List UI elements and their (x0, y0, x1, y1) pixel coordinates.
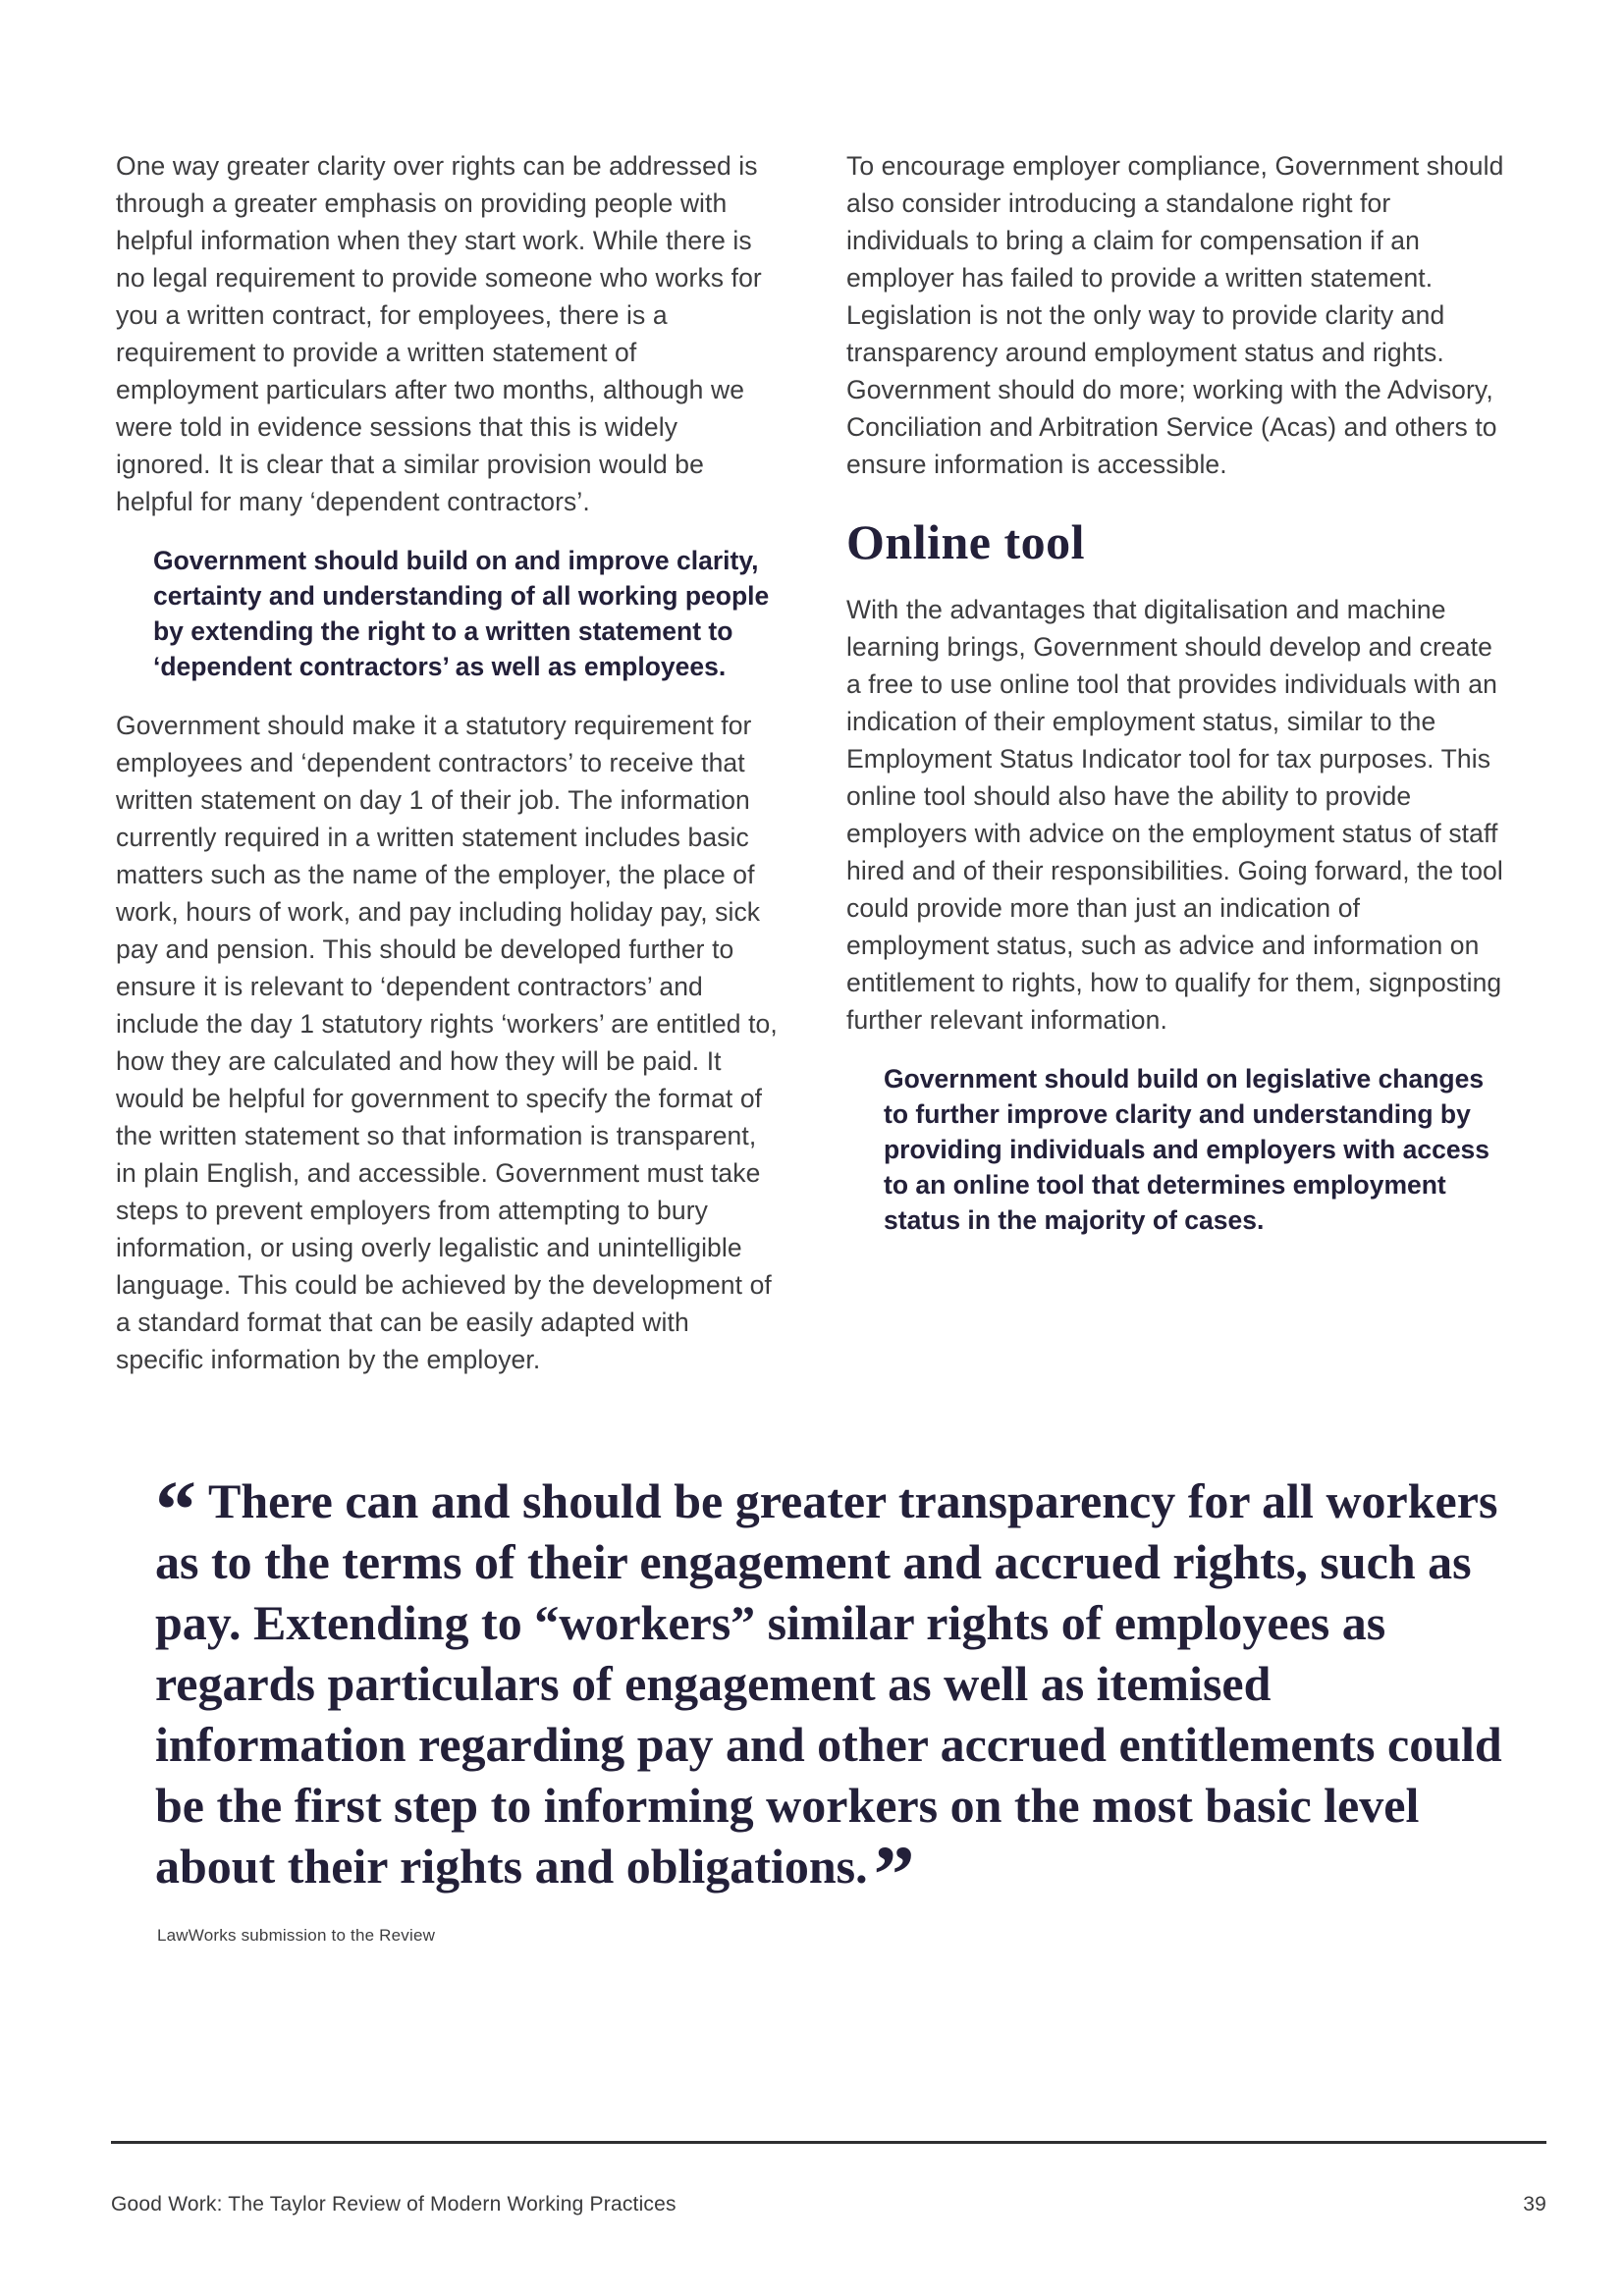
pull-quote-paragraph: “ There can and should be greater transparency for all workers as to the terms of their engagement and accrued rights, such as pay. Extending to “workers” similar rights of employees as regards particulars of engagement as well as itemised information regarding pay and other accrued entitlements could be the first step to informing workers on the most basic level about their rights and obligations.” (155, 1465, 1502, 1921)
right-column (846, 147, 1508, 1401)
recommendation-callout-online-tool: Government should build on legislative changes to further improve clarity and understanding by providing individuals and employers with access to an online tool that determines employment status in the majority of cases. (884, 1064, 1490, 1235)
body-paragraph-compliance: To encourage employer compliance, Government should also consider introducing a standalone right for individuals to bring a claim for compensation if an employer has failed to provide a written statement. Legislation is not the only way to provide clarity and transparency around employment status and rights. Government should do more; working with the Advisory, Conciliation and Arbitration Service (Acas) and others to ensure information is accessible. (846, 151, 1504, 479)
two-column-body (116, 147, 1508, 1401)
footer-row (111, 2193, 1546, 2216)
section-heading-online-tool: Online tool (846, 514, 1086, 569)
footer-document-title: Good Work: The Taylor Review of Modern Working Practices (111, 2193, 677, 2216)
pull-quote (155, 1465, 1522, 1946)
footer-divider (111, 2141, 1546, 2144)
quote-attribution: LawWorks submission to the Review (157, 1926, 436, 1945)
page-footer (111, 2141, 1546, 2216)
pull-quote-text: There can and should be greater transparency for all workers as to the terms of their engagement and accrued rights, such as pay. Extending to “workers” similar rights of employees as regards particulars of engagement as well as itemised information regarding pay and other accrued entitlements could be the first step to informing workers on the most basic level about their rights and obligations. (155, 1473, 1502, 1894)
body-paragraph-digitalisation: With the advantages that digitalisation and machine learning brings, Government should develop and create a free to use online tool that provides individuals with an indication of their employment status, similar to the Employment Status Indicator tool for tax purposes. This online tool should also have the ability to provide employers with advice on the employment status of staff hired and of their responsibilities. Going forward, the tool could provide more than just an indication of employment status, such as advice and information on entitlement to rights, how to qualify for them, signposting further relevant information. (846, 595, 1503, 1035)
body-paragraph-statutory-requirement: Government should make it a statutory requirement for employees and ‘dependent contractors’ to receive that written statement on day 1 of their job. The information currently required in a written statement includes basic matters such as the name of the employer, the place of work, hours of work, and pay including holiday pay, sick pay and pension. This should be developed further to ensure it is relevant to ‘dependent contractors’ and include the day 1 statutory rights ‘workers’ are entitled to, how they are calculated and how they will be paid. It would be helpful for government to specify the format of the written statement so that information is transparent, in plain English, and accessible. Government must take steps to prevent employers from attempting to bury information, or using overly legalistic and unintelligible language. This could be achieved by the development of a standard format that can be easily adapted with specific information by the employer. (116, 711, 778, 1374)
footer-page-number: 39 (1523, 2193, 1546, 2216)
recommendation-callout-written-statement: Government should build on and improve clarity, certainty and understanding of all working people by extending the right to a written statement to ‘dependent contractors’ as well as employees. (153, 546, 770, 681)
body-paragraph-clarity: One way greater clarity over rights can be addressed is through a greater emphasis on providing people with helpful information when they start work. While there is no legal requirement to provide someone who works for you a written contract, for employees, there is a requirement to provide a written statement of employment particulars after two months, although we were told in evidence sessions that this is widely ignored. It is clear that a similar provision would be helpful for many ‘dependent contractors’. (116, 151, 762, 516)
left-column (116, 147, 778, 1401)
